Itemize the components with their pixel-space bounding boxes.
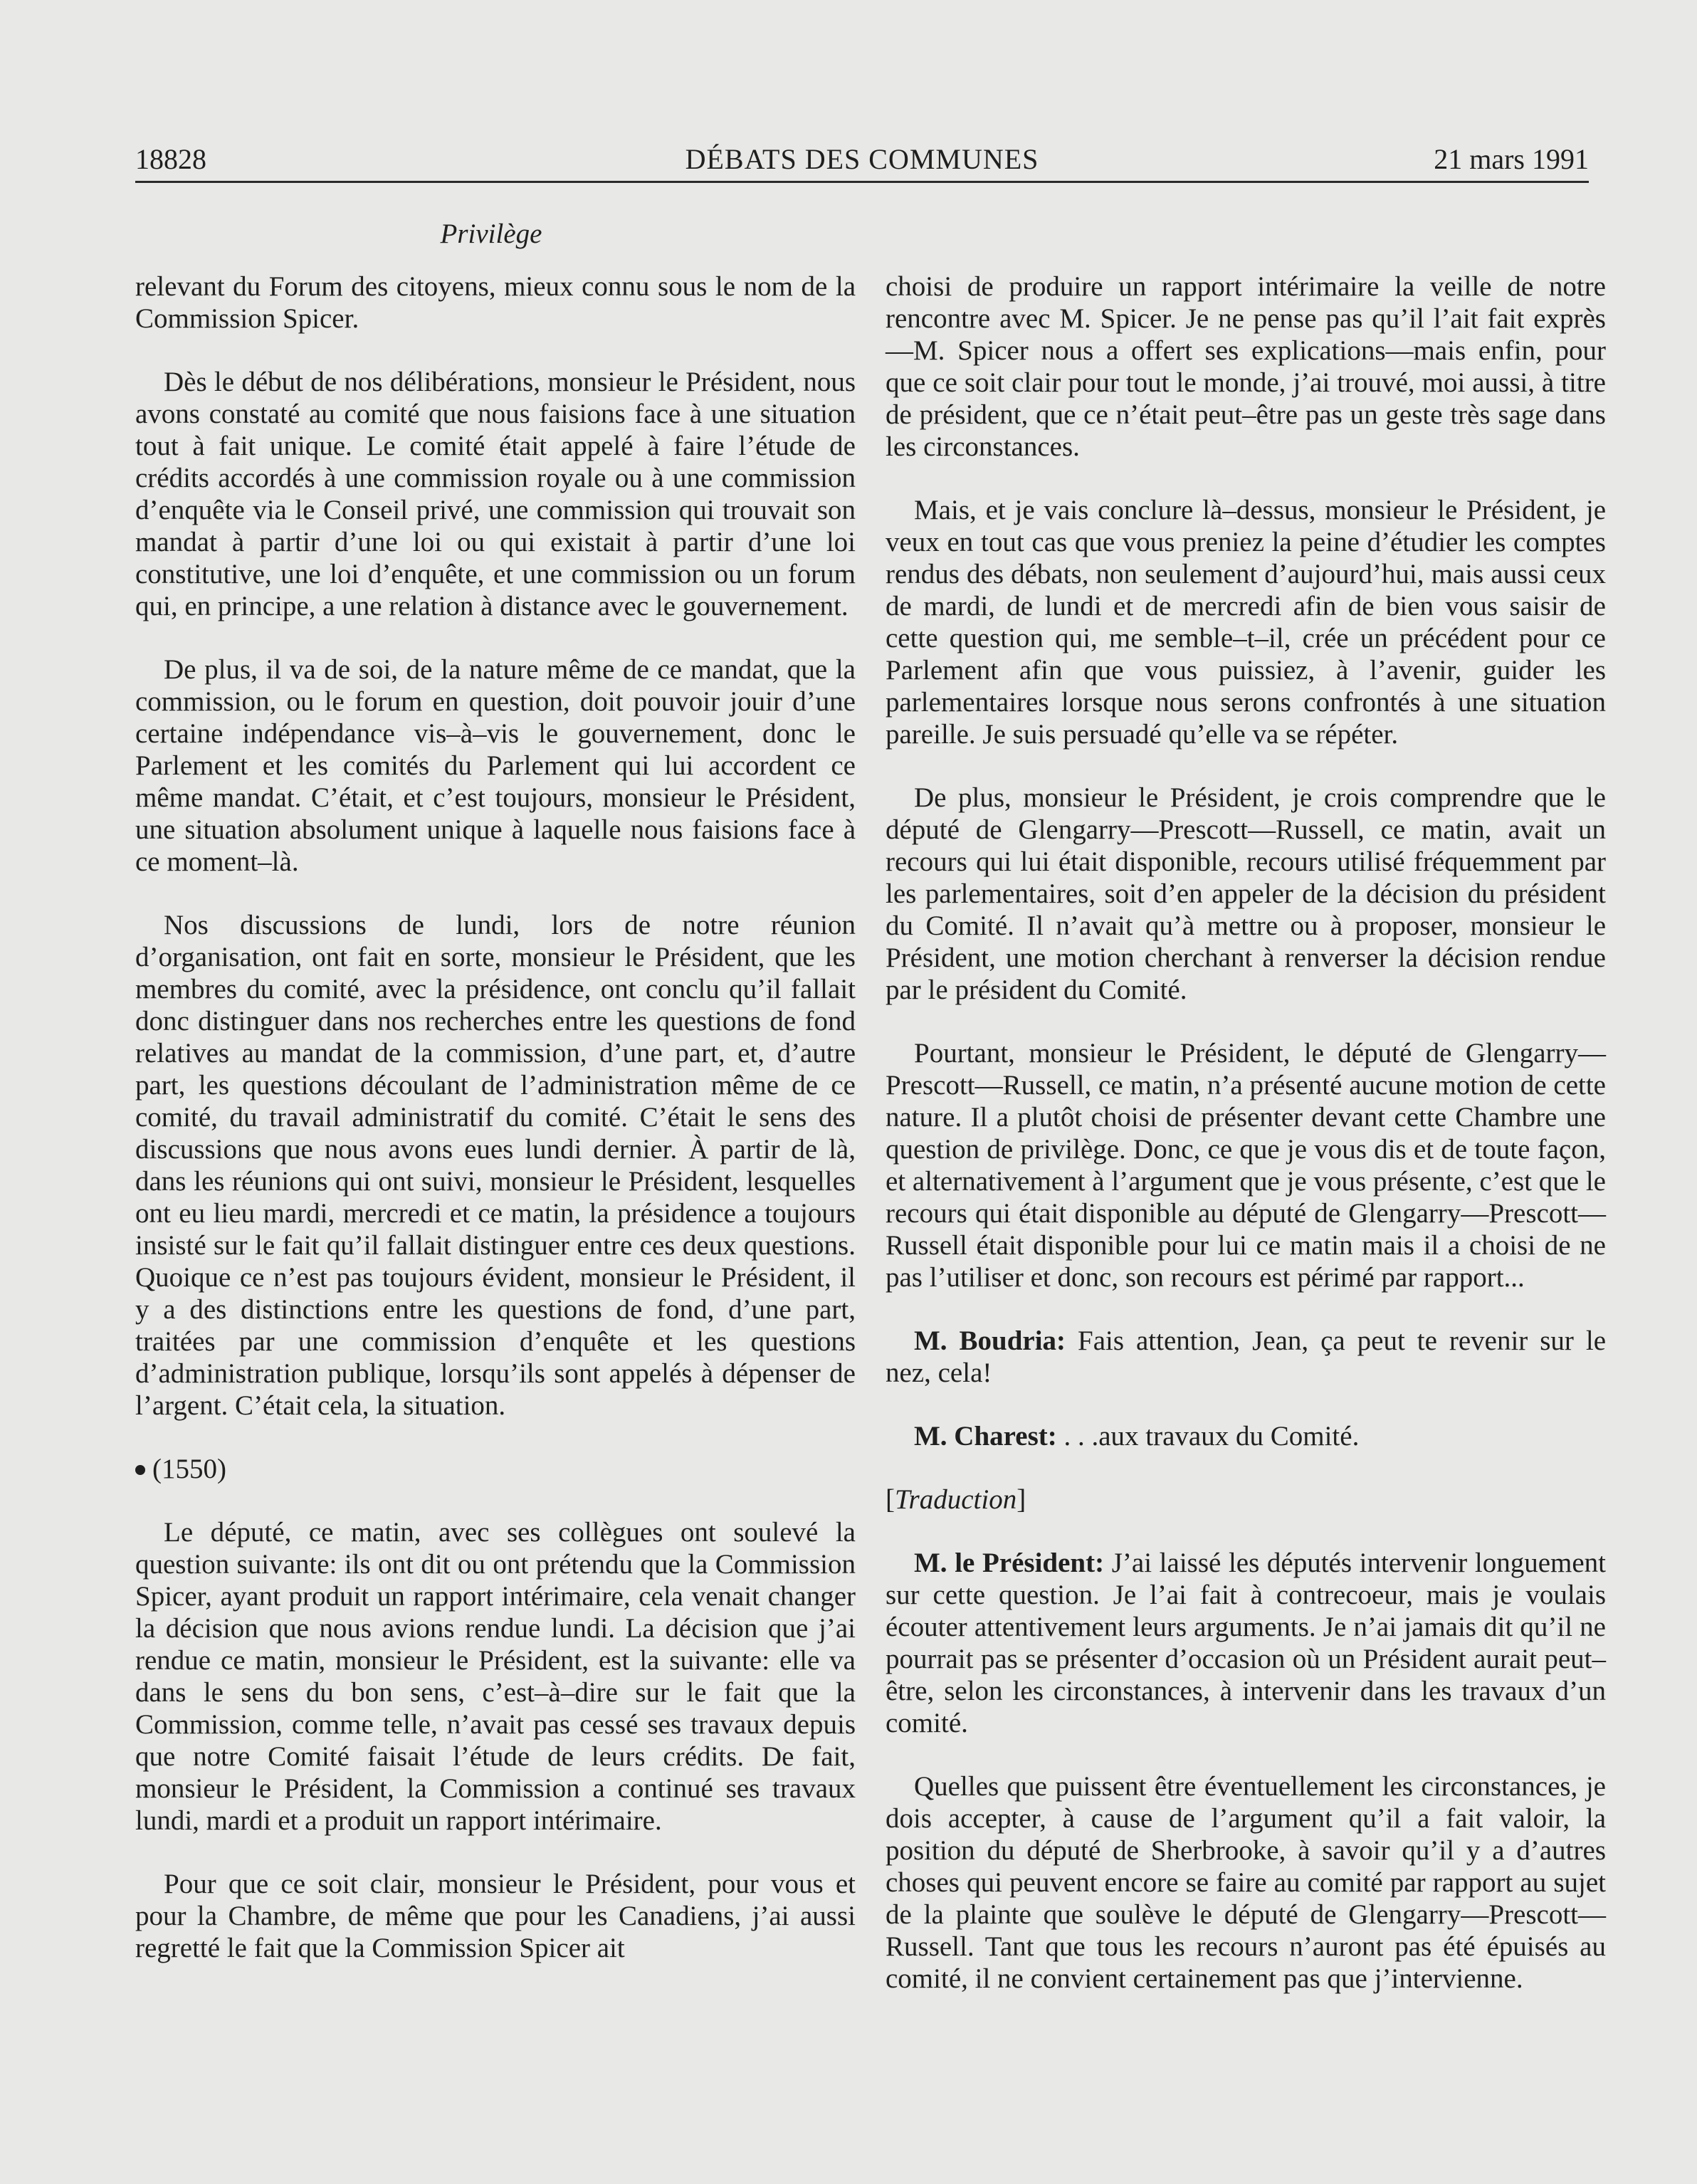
page-header: [135, 142, 1589, 183]
bullet-icon: [135, 1465, 145, 1475]
paragraph: De plus, monsieur le Président, je crois comprendre que le député de Glengarry—Prescott—Russell, ce matin, avait un recours qui lui était disponible, recours utilisé fréquemment par les parlementaires, soit d’en appeler de la décision du président du Comité. Il n’avait qu’à mettre ou à proposer, monsieur le Président, une motion cherchant à renverser la décision rendue par le président du Comité.: [886, 782, 1606, 1005]
speech-boudria: [886, 1325, 1606, 1389]
speech-president: [886, 1547, 1606, 1739]
translation-label: Traduction: [895, 1484, 1017, 1515]
paragraph: Pour que ce soit clair, monsieur le Président, pour vous et pour la Chambre, de même que pour les Canadiens, j’ai aussi regretté le fait que la Commission Spicer ait: [135, 1869, 856, 1963]
publication-title: DÉBATS DES COMMUNES: [685, 143, 1039, 175]
speaker-name: M. Charest:: [914, 1421, 1057, 1451]
paragraph: Le député, ce matin, avec ses collègues ont soulevé la question suivante: ils ont dit ou ont prétendu que la Commission Spicer, ayant produit un rapport intérimaire, cela venait changer la décision que nous avions rendue lundi. La décision que j’ai rendue ce matin, monsieur le Président, est la suivante: elle va dans le sens du bon sens, c’est–à–dire sur le fait que la Commission, comme telle, n’avait pas cessé ses travaux depuis que notre Comité faisait l’étude de leurs crédits. De fait, monsieur le Président, la Commission a continué ses travaux lundi, mardi et a produit un rapport intérimaire.: [135, 1517, 856, 1836]
paragraph: Mais, et je vais conclure là–dessus, monsieur le Président, je veux en tout cas que vous preniez la peine d’étudier les comptes rendus des débats, non seulement d’aujourd’hui, mais aussi ceux de mardi, de lundi et de mercredi afin de bien vous saisir de cette question qui, me semble–t–il, crée un précédent pour ce Parlement afin que vous puissiez, à l’avenir, guider les parlementaires lorsque nous serons confrontés à une situation pareille. Je suis persuadé qu’elle va se répéter.: [886, 495, 1606, 750]
left-column: [135, 271, 856, 1995]
right-column: [886, 271, 1606, 2026]
paragraph: Quelles que puissent être éventuellement les circonstances, je dois accepter, à cause de l’argument qu’il a fait valoir, la position du député de Sherbrooke, à savoir qu’il y a d’autres choses qui peuvent encore se faire au comité par rapport au sujet de la plainte que soulève le député de Glengarry—Prescott—Russell. Tant que tous les recours n’auront pas été épuisés au comité, il ne convient certainement pas que j’intervienne.: [886, 1771, 1606, 1994]
speech-text: J’ai laissé les députés intervenir longuement sur cette question. Je l’ai fait à contrecoeur, mais je voulais écouter attentivement leurs arguments. Je n’ai jamais dit qu’il ne pourrait pas se présenter d’occasion où un Président aurait peut–être, selon les circonstances, à intervenir dans les travaux d’un comité.: [886, 1548, 1607, 1738]
paragraph: relevant du Forum des citoyens, mieux connu sous le nom de la Commission Spicer.: [135, 271, 856, 334]
time-marker-text: (1550): [152, 1454, 226, 1484]
time-marker: [135, 1453, 856, 1485]
speech-text: . . .aux travaux du Comité.: [1063, 1421, 1360, 1451]
page-number: 18828: [135, 143, 206, 175]
paragraph: choisi de produire un rapport intérimaire la veille de notre rencontre avec M. Spicer. Je ne pense pas qu’il l’ait fait exprès—M. Spicer nous a offert ses explications—mais enfin, pour que ce soit clair pour tout le monde, j’ai trouvé, moi aussi, à titre de président, que ce n’était peut–être pas un geste très sage dans les circonstances.: [886, 271, 1606, 462]
speaker-name: M. Boudria:: [914, 1325, 1066, 1356]
speaker-name: M. le Président:: [914, 1548, 1105, 1578]
speech-charest: [886, 1420, 1606, 1452]
paragraph: De plus, il va de soi, de la nature même de ce mandat, que la commission, ou le forum en question, doit pouvoir jouir d’une certaine indépendance vis–à–vis le gouvernement, donc le Parlement et les comités du Parlement qui lui accordent ce même mandat. C’était, et c’est toujours, monsieur le Président, une situation absolument unique à laquelle nous faisions face à ce moment–là.: [135, 654, 856, 877]
paragraph: Nos discussions de lundi, lors de notre réunion d’organisation, ont fait en sorte, monsieur le Président, que les membres du comité, avec la présidence, ont conclu qu’il fallait donc distinguer dans nos recherches entre les questions de fond relatives au mandat de la commission, d’une part, et, d’autre part, les questions découlant de l’administration même de ce comité, du travail administratif du comité. C’était le sens des discussions que nous avons eues lundi dernier. À partir de là, dans les réunions qui ont suivi, monsieur le Président, lesquelles ont eu lieu mardi, mercredi et ce matin, la présidence a toujours insisté sur le fait qu’il fallait distinguer entre ces deux questions. Quoique ce n’est pas toujours évident, monsieur le Président, il y a des distinctions entre les questions de fond, d’une part, traitées par une commission d’enquête et les questions d’administration publique, lorsqu’ils sont appelés à dépenser de l’argent. C’était cela, la situation.: [135, 910, 856, 1421]
translation-note: [Traduction]: [886, 1484, 1026, 1515]
header-date: 21 mars 1991: [1434, 143, 1589, 175]
paragraph: Pourtant, monsieur le Président, le député de Glengarry—Prescott—Russell, ce matin, n’a présenté aucune motion de cette nature. Il a plutôt choisi de présenter devant cette Chambre une question de privilège. Donc, ce que je vous dis et de toute façon, et alternativement à l’argument que je vous présente, c’est que le recours qui était disponible au député de Glengarry—Prescott—Russell était disponible pour lui ce matin mais il a choisi de ne pas l’utiliser et donc, son recours est périmé par rapport...: [886, 1038, 1606, 1293]
section-subject: Privilège: [440, 219, 542, 249]
speech-text: Fais attention, Jean, ça peut te revenir sur le nez, cela!: [886, 1325, 1606, 1388]
paragraph: Dès le début de nos délibérations, monsieur le Président, nous avons constaté au comité que nous faisions face à une situation tout à fait unique. Le comité était appelé à faire l’étude de crédits accordés à une commission royale ou à une commission d’enquête via le Conseil privé, une commission qui trouvait son mandat à partir d’une loi ou qui existait à partir d’une loi constitutive, une loi d’enquête, et une commission ou un forum qui, en principe, a une relation à distance avec le gouvernement.: [135, 367, 856, 621]
